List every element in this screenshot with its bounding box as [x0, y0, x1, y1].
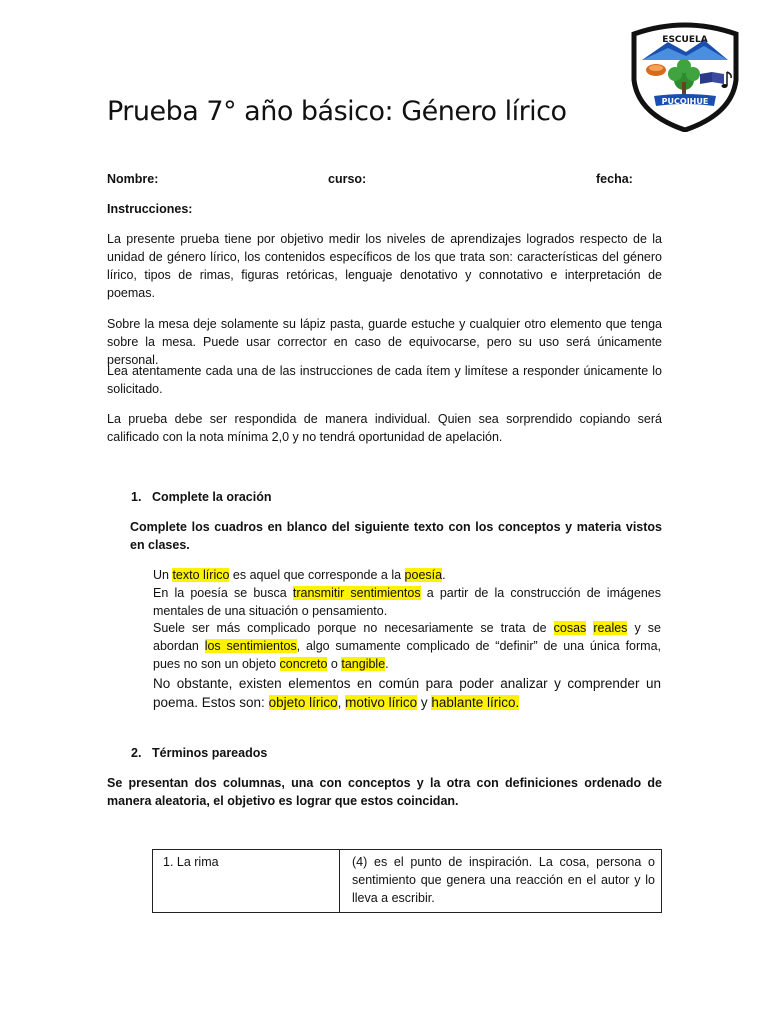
answer-highlight: los sentimientos — [204, 639, 297, 654]
instructions-heading: Instrucciones: — [107, 202, 193, 216]
answer-highlight: cosas — [553, 621, 587, 636]
answer-highlight: texto lírico — [172, 568, 230, 582]
fill-sentence-4: No obstante, existen elementos en común para poder analizar y comprender un poema. Estos son: objeto lírico, motivo lírico y hablante lírico. — [153, 675, 661, 710]
page-title: Prueba 7° año básico: Género lírico — [107, 96, 567, 127]
answer-highlight: motivo lírico — [345, 694, 418, 710]
name-field-label: Nombre: — [107, 172, 159, 186]
course-field-label: curso: — [328, 172, 367, 186]
answer-highlight: concreto — [279, 656, 328, 671]
svg-text:ESCUELA: ESCUELA — [662, 35, 708, 45]
section-2-heading: Términos pareados — [152, 746, 268, 760]
section-1-heading: Complete la oración — [152, 490, 272, 504]
instructions-paragraph-2: Sobre la mesa deje solamente su lápiz pasta, guarde estuche y cualquier otro elemento que tenga sobre la mesa. Puede usar corrector en caso de equivocarse, pero su uso será únicamente personal. — [107, 317, 662, 367]
date-field-label: fecha: — [596, 172, 633, 186]
instructions-paragraph-4: La prueba debe ser respondida de manera individual. Quien sea sorprendido copiando será calificado con la nota mínima 2,0 y no tendrá oportunidad de apelación. — [107, 412, 662, 444]
definition-cell: (4) es el punto de inspiración. La cosa, persona o sentimiento que genera una reacción en el autor y lo lleva a escribir. — [340, 850, 662, 913]
answer-highlight: tangible — [341, 656, 386, 671]
svg-text:PUCOIHUE: PUCOIHUE — [661, 97, 709, 106]
section-1-number: 1. — [131, 490, 142, 504]
instructions-paragraph-3: Lea atentamente cada una de las instrucciones de cada ítem y limítese a responder únicamente lo solicitado. — [107, 364, 662, 396]
matching-table — [152, 849, 662, 913]
section-1-instruction: Complete los cuadros en blanco del siguiente texto con los conceptos y materia vistos en clases. — [130, 520, 662, 552]
fill-sentence-2: En la poesía se busca transmitir sentimientos a partir de la construcción de imágenes mentales de una situación o pensamiento. — [153, 585, 661, 618]
section-2-instruction: Se presentan dos columnas, una con conceptos y la otra con definiciones ordenado de manera aleatoria, el objetivo es lograr que estos coincidan. — [107, 776, 662, 808]
answer-highlight: hablante lírico. — [431, 694, 520, 710]
instructions-paragraph-1: La presente prueba tiene por objetivo medir los niveles de aprendizajes logrados respecto de la unidad de género lírico, los contenidos específicos de los que trata son: características del género lírico, tipos de rimas, figuras retóricas, lenguaje denotativo y connotativo e interpretación de poemas. — [107, 232, 662, 300]
answer-highlight: transmitir sentimientos — [292, 585, 421, 600]
fill-sentence-1: Un texto lírico es aquel que corresponde a la poesía. — [153, 568, 446, 582]
school-crest-logo — [628, 20, 742, 132]
answer-highlight: objeto lírico — [268, 694, 338, 710]
answer-highlight: reales — [593, 621, 628, 636]
fill-in-text — [153, 567, 661, 712]
fill-sentence-3: Suele ser más complicado porque no necesariamente se trata de cosas reales y se abordan los sentimientos, algo sumamente complicado de “definir” de una única forma, pues no son un objeto concreto o tangible. — [153, 621, 661, 671]
answer-highlight: poesía — [404, 568, 443, 582]
table-row — [153, 850, 662, 913]
section-2-number: 2. — [131, 746, 142, 760]
concept-cell: 1. La rima — [153, 850, 340, 913]
